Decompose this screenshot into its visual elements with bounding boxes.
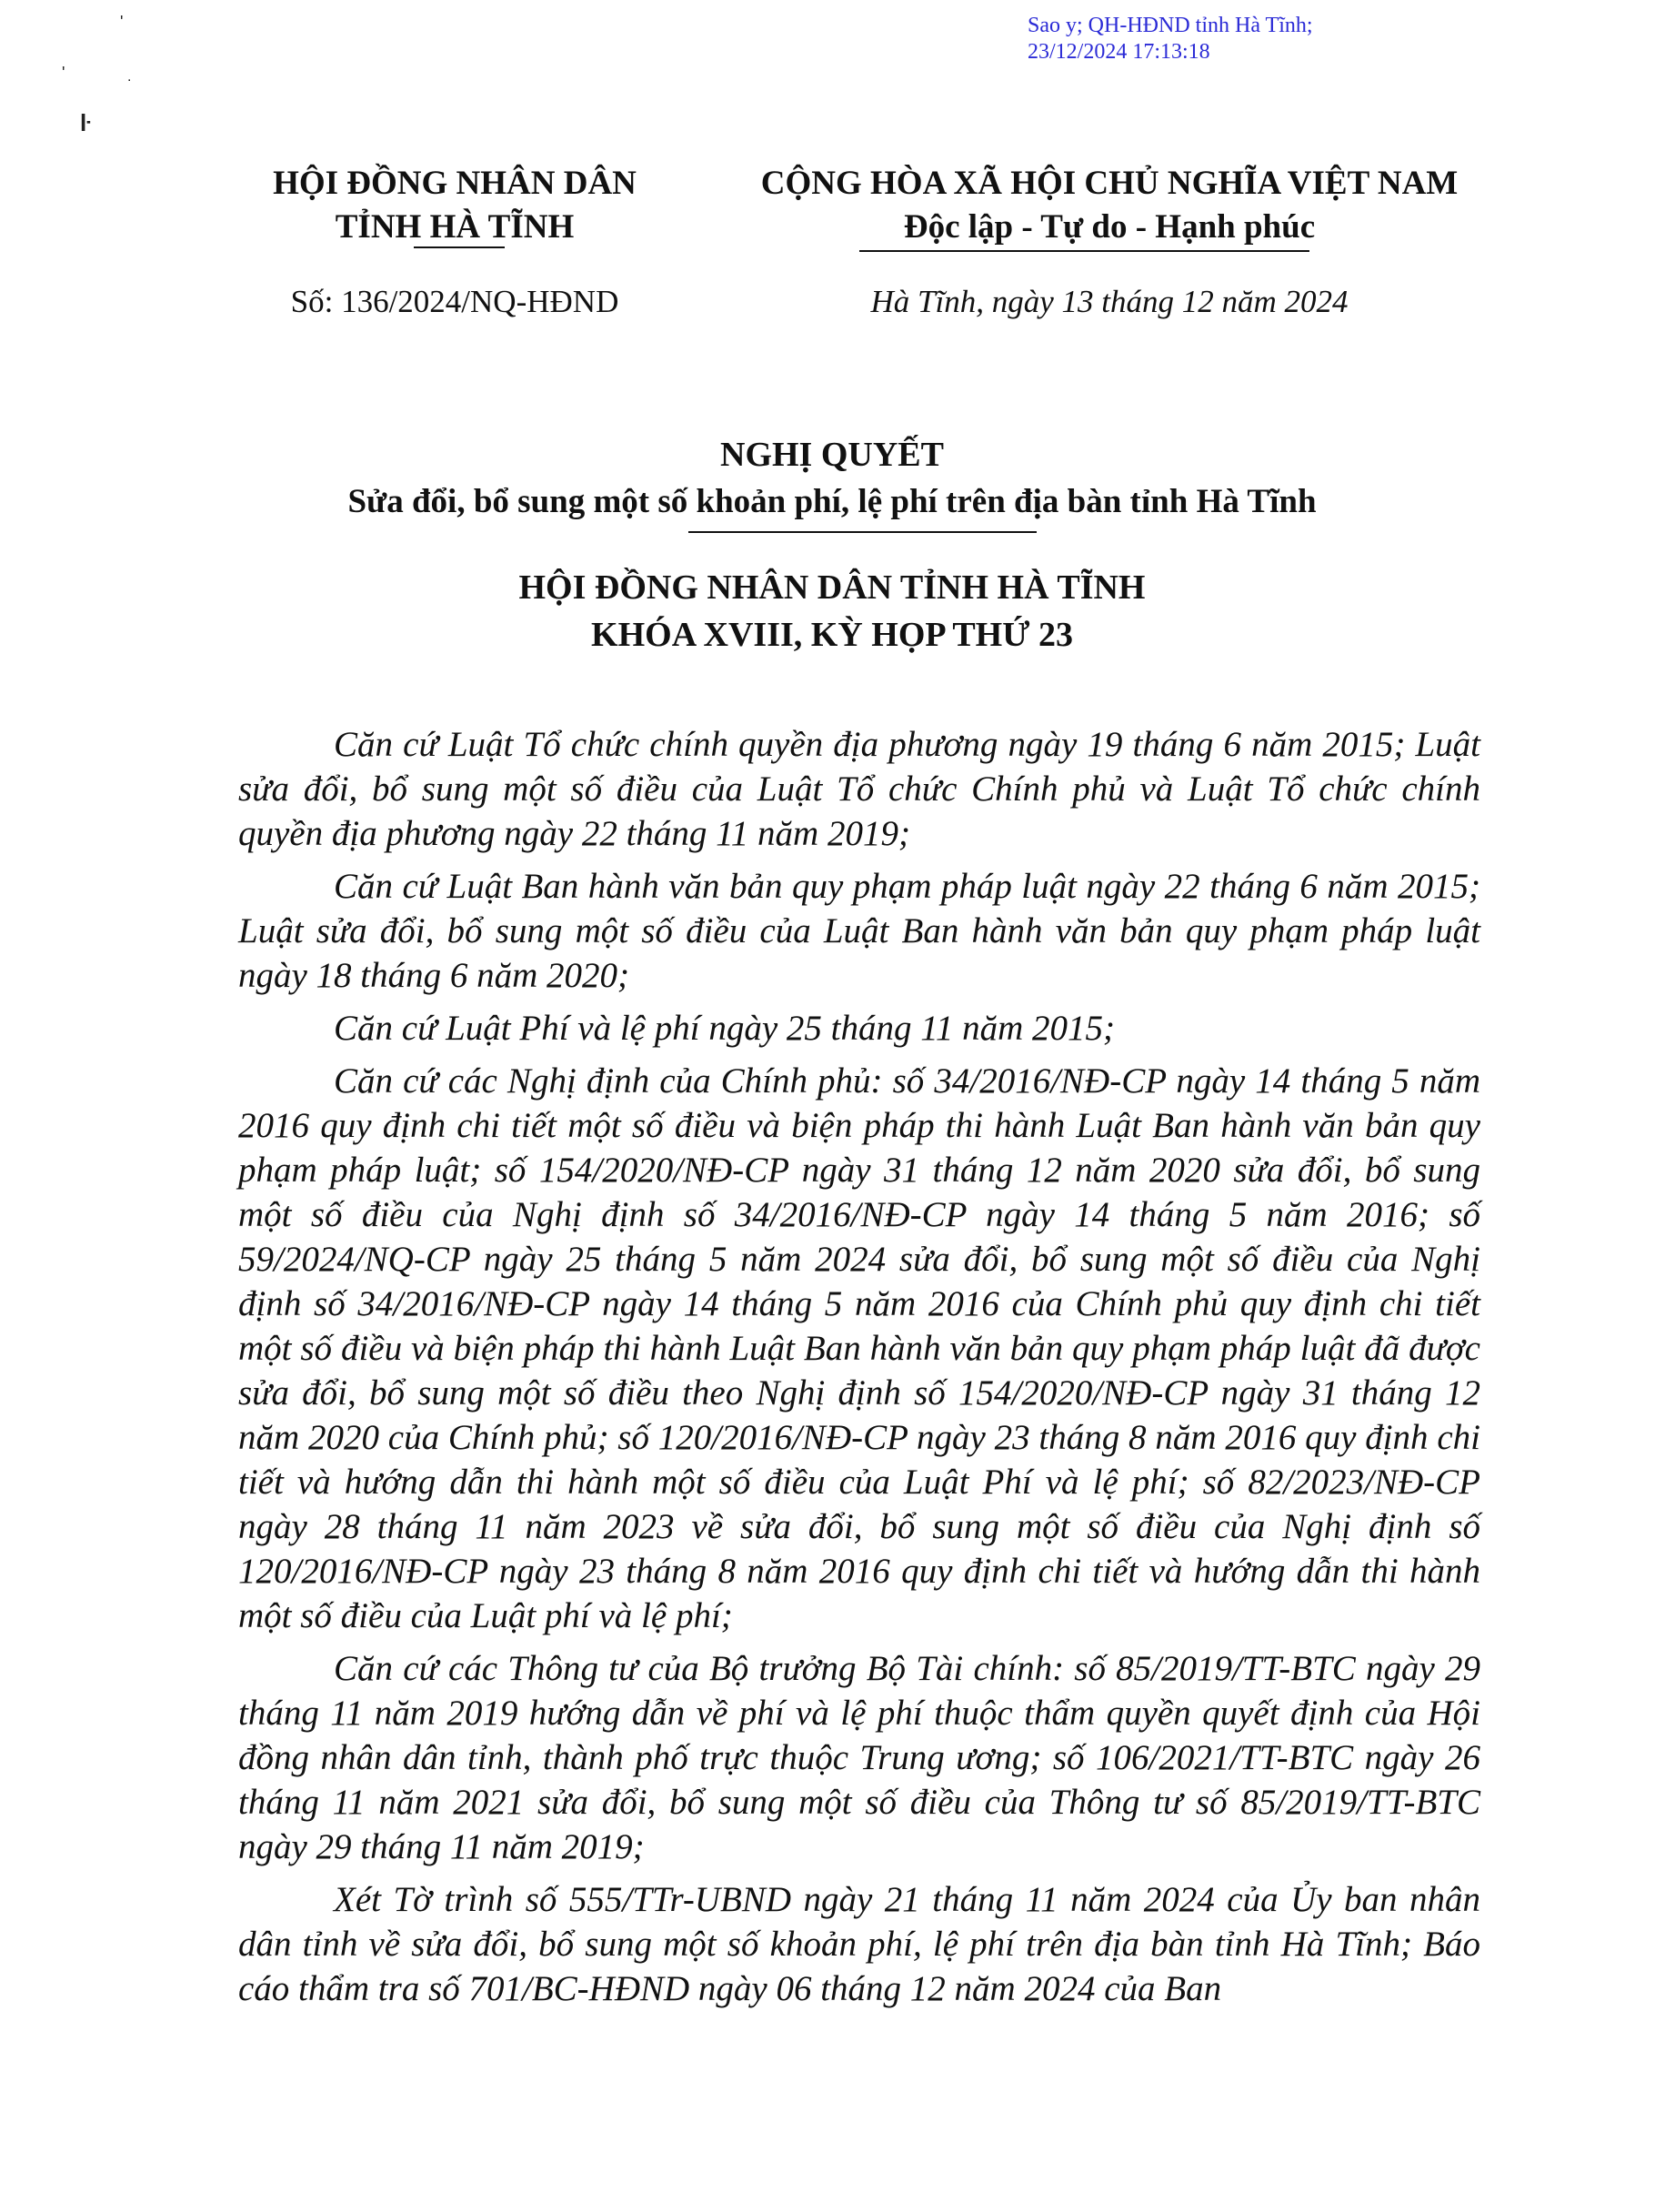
national-motto xyxy=(700,162,1519,249)
document-title xyxy=(182,431,1482,526)
document-date: Hà Tĩnh, ngày 13 tháng 12 năm 2024 xyxy=(870,284,1349,319)
preamble-paragraph: Căn cứ Luật Ban hành văn bản quy phạm pháp luật ngày 22 tháng 6 năm 2015; Luật sửa đổi, bổ sung một số điều của Luật Ban hành văn bản quy phạm pháp luật ngày 18 tháng 6 năm 2020; xyxy=(238,867,1480,995)
copy-stamp-timestamp: 23/12/2024 17:13:18 xyxy=(1028,40,1210,64)
document-type: NGHỊ QUYẾT xyxy=(720,436,944,474)
scan-speck: . xyxy=(127,69,132,85)
authority-underline xyxy=(414,246,505,248)
document-number: Số: 136/2024/NQ-HĐND xyxy=(290,284,619,319)
council-heading xyxy=(182,564,1482,659)
authority-line-2: TỈNH HÀ TĨNH xyxy=(335,208,575,246)
motto: Độc lập - Tự do - Hạnh phúc xyxy=(903,208,1316,246)
motto-underline xyxy=(859,250,1309,252)
preamble xyxy=(238,722,1480,2019)
preamble-paragraph: Căn cứ Luật Tổ chức chính quyền địa phương ngày 19 tháng 6 năm 2015; Luật sửa đổi, bổ sung một số điều của Luật Tổ chức Chính phủ và Luật Tổ chức chính quyền địa phương ngày 22 tháng 11 năm 2019; xyxy=(238,725,1480,853)
copy-stamp-source: Sao y; QH-HĐND tỉnh Hà Tĩnh; xyxy=(1028,14,1313,37)
preamble-paragraph: Căn cứ các Nghị định của Chính phủ: số 34/2016/NĐ-CP ngày 14 tháng 5 năm 2016 quy định chi tiết một số điều và biện pháp thi hành Luật Ban hành văn bản quy phạm pháp luật; số 154/2020/NĐ-CP ngày 31 tháng 12 năm 2020 sửa đổi, bổ sung một số điều của Nghị định số 34/2016/NĐ-CP ngày 14 tháng 5 năm 2016; số 59/2024/NQ-CP ngày 25 tháng 5 năm 2024 sửa đổi, bổ sung một số điều của Nghị định số 34/2016/NĐ-CP ngày 14 tháng 5 năm 2016 của Chính phủ quy định chi tiết một số điều và biện pháp thi hành Luật Ban hành văn bản quy phạm pháp luật đã được sửa đổi, bổ sung một số điều theo Nghị định số 154/2020/NĐ-CP ngày 31 tháng 12 năm 2020 của Chính phủ; số 120/2016/NĐ-CP ngày 23 tháng 8 năm 2016 quy định chi tiết và hướng dẫn thi hành một số điều của Luật Phí và lệ phí; số 82/2023/NĐ-CP ngày 28 tháng 11 năm 2023 về sửa đổi, bổ sung một số điều của Nghị định số 120/2016/NĐ-CP ngày 23 tháng 8 năm 2016 quy định chi tiết và hướng dẫn thi hành một số điều của Luật phí và lệ phí; xyxy=(238,1061,1480,1635)
document-subject: Sửa đổi, bổ sung một số khoản phí, lệ phí trên địa bàn tỉnh Hà Tĩnh xyxy=(347,483,1317,520)
scan-speck: ' xyxy=(120,13,124,31)
scan-speck: ' xyxy=(62,64,65,82)
preamble-paragraph: Căn cứ Luật Phí và lệ phí ngày 25 tháng 11 năm 2015; xyxy=(334,1009,1115,1048)
scan-speck: ŀ xyxy=(80,109,92,136)
copy-stamp xyxy=(1028,13,1537,65)
preamble-paragraph: Căn cứ các Thông tư của Bộ trưởng Bộ Tài chính: số 85/2019/TT-BTC ngày 29 tháng 11 năm 2019 hướng dẫn về phí và lệ phí thuộc thẩm quyền quyết định của Hội đồng nhân dân tỉnh, thành phố trực thuộc Trung ương; số 106/2021/TT-BTC ngày 26 tháng 11 năm 2021 sửa đổi, bổ sung một số điều của Thông tư số 85/2019/TT-BTC ngày 29 tháng 11 năm 2019; xyxy=(238,1649,1480,1866)
country-name: CỘNG HÒA XÃ HỘI CHỦ NGHĨA VIỆT NAM xyxy=(760,165,1459,202)
preamble-paragraph: Xét Tờ trình số 555/TTr-UBND ngày 21 tháng 11 năm 2024 của Ủy ban nhân dân tỉnh về sửa đổi, bổ sung một số khoản phí, lệ phí trên địa bàn tỉnh Hà Tĩnh; Báo cáo thẩm tra số 701/BC-HĐND ngày 06 tháng 12 năm 2024 của Ban xyxy=(238,1880,1480,2008)
issuing-authority xyxy=(241,162,668,249)
council-session: KHÓA XVIII, KỲ HỌP THỨ 23 xyxy=(591,616,1073,654)
council-name: HỘI ĐỒNG NHÂN DÂN TỈNH HÀ TĨNH xyxy=(518,568,1146,607)
authority-line-1: HỘI ĐỒNG NHÂN DÂN xyxy=(273,165,637,202)
title-underline xyxy=(688,531,1037,533)
